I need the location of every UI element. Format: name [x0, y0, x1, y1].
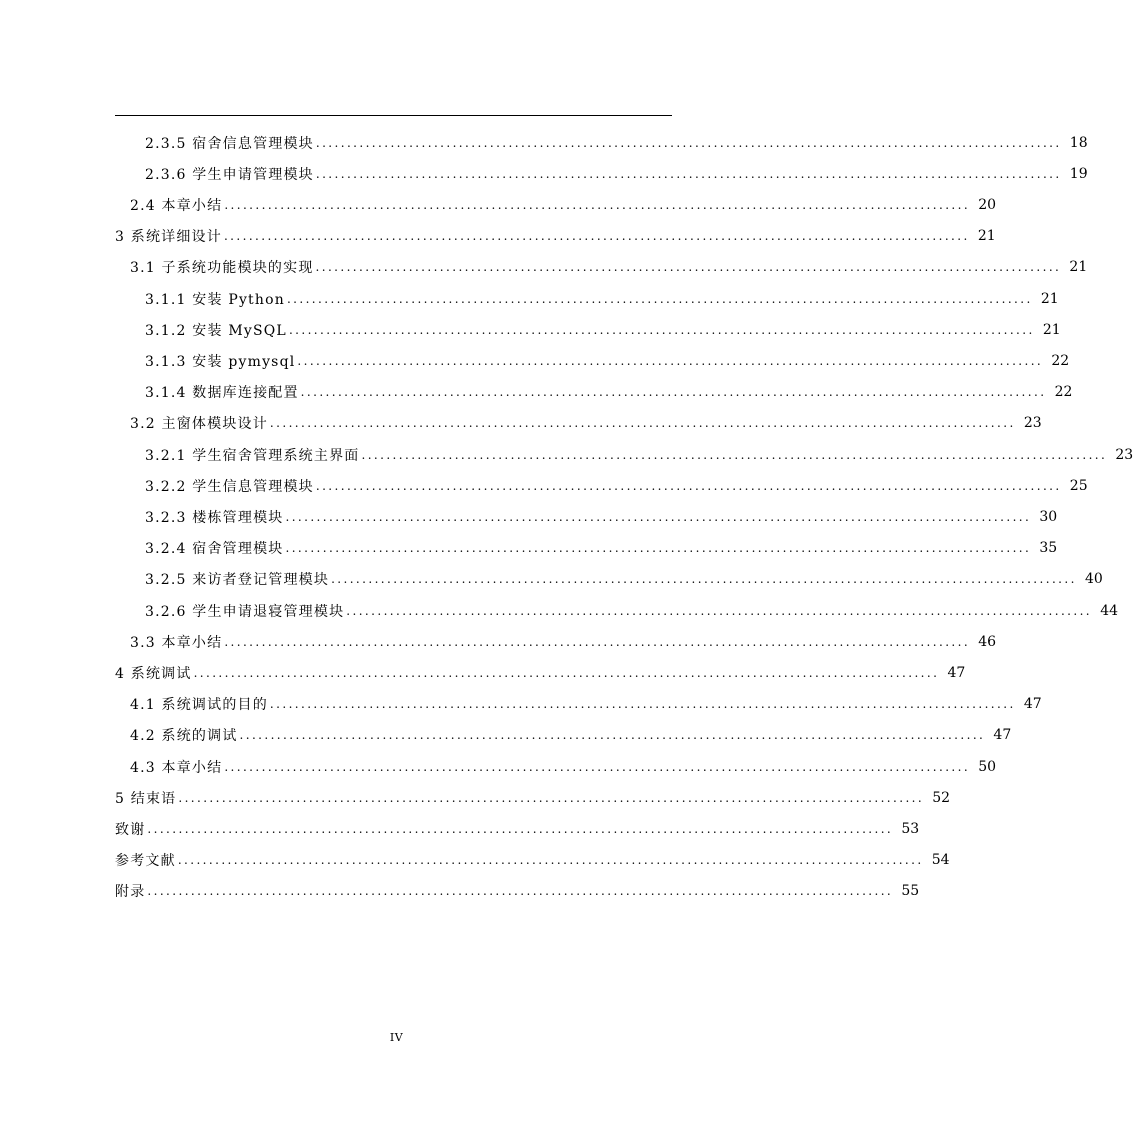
toc-entry-title: 4.2 系统的调试: [130, 728, 238, 745]
toc-dot-leader: ........................................................................................................................: [178, 790, 925, 805]
toc-dot-leader: ........................................................................................................................: [361, 447, 1108, 462]
toc-entry-title: 3.2.5 来访者登记管理模块: [145, 572, 330, 589]
toc-dot-leader: ........................................................................................................................: [315, 260, 1062, 275]
toc-entry-title: 参考文献: [115, 853, 176, 870]
toc-entry-page-number: 18: [1069, 134, 1088, 151]
toc-entry-page-number: 54: [931, 852, 950, 869]
toc-entry[interactable]: [115, 221, 996, 252]
toc-entry-title: 3.2.3 楼栋管理模块: [145, 509, 284, 526]
toc-entry[interactable]: [145, 533, 1058, 564]
toc-entry-title: 3.2.2 学生信息管理模块: [145, 478, 314, 495]
toc-entry-page-number: 25: [1069, 477, 1088, 494]
toc-entry[interactable]: [145, 158, 1088, 189]
toc-dot-leader: ........................................................................................................................: [285, 541, 1032, 556]
toc-dot-leader: ........................................................................................................................: [269, 416, 1016, 431]
toc-entry-page-number: 52: [932, 789, 951, 806]
toc-entry[interactable]: [115, 845, 950, 876]
toc-entry-page-number: 40: [1084, 571, 1103, 588]
toc-entry-title: 3.1.3 安装 pymysql: [145, 353, 296, 370]
toc-entry-page-number: 23: [1023, 415, 1042, 432]
toc-dot-leader: ........................................................................................................................: [239, 728, 986, 743]
toc-entry[interactable]: [130, 751, 997, 782]
toc-dot-leader: ........................................................................................................................: [315, 135, 1062, 150]
toc-entry-page-number: 47: [1023, 696, 1042, 713]
toc-dot-leader: ........................................................................................................................: [285, 509, 1032, 524]
toc-entry-title: 3 系统详细设计: [115, 229, 222, 246]
toc-entry-title: 3.1.4 数据库连接配置: [145, 385, 299, 402]
toc-entry-page-number: 21: [1040, 290, 1059, 307]
toc-entry[interactable]: [115, 876, 920, 907]
toc-entry[interactable]: [130, 252, 1088, 283]
toc-entry-title: 2.3.6 学生申请管理模块: [145, 166, 314, 183]
toc-dot-leader: ........................................................................................................................: [193, 665, 940, 680]
toc-dot-leader: ........................................................................................................................: [297, 353, 1044, 368]
toc-dot-leader: ........................................................................................................................: [147, 821, 894, 836]
toc-entry[interactable]: [145, 127, 1088, 158]
toc-entry-page-number: 19: [1069, 165, 1088, 182]
toc-dot-leader: ........................................................................................................................: [224, 634, 971, 649]
toc-entry-title: 3.1.2 安装 MySQL: [145, 322, 287, 339]
toc-entry[interactable]: [115, 813, 920, 844]
toc-entry[interactable]: [145, 595, 1119, 626]
toc-entry[interactable]: [145, 564, 1103, 595]
toc-entry[interactable]: [130, 189, 997, 220]
toc-entry-page-number: 30: [1039, 508, 1058, 525]
toc-entry-page-number: 22: [1054, 384, 1073, 401]
toc-entry-title: 4.1 系统调试的目的: [130, 697, 268, 714]
toc-entry-title: 5 结束语: [115, 790, 177, 807]
toc-entry-title: 3.2.4 宿舍管理模块: [145, 541, 284, 558]
toc-entry-title: 3.2 主窗体模块设计: [130, 416, 268, 433]
toc-entry-title: 3.2.1 学生宿舍管理系统主界面: [145, 447, 360, 464]
toc-entry-title: 2.4 本章小结: [130, 197, 223, 214]
toc-entry-title: 3.2.6 学生申请退寝管理模块: [145, 603, 345, 620]
toc-entry-page-number: 23: [1115, 446, 1133, 463]
toc-dot-leader: ........................................................................................................................: [315, 166, 1062, 181]
toc-entry-page-number: 46: [978, 633, 997, 650]
toc-entry[interactable]: [130, 689, 1042, 720]
toc-dot-leader: ........................................................................................................................: [331, 572, 1077, 587]
toc-entry-page-number: 35: [1039, 540, 1058, 557]
toc-dot-leader: ........................................................................................................................: [177, 853, 924, 868]
toc-dot-leader: ........................................................................................................................: [269, 697, 1016, 712]
toc-dot-leader: ........................................................................................................................: [147, 884, 894, 899]
toc-entry-title: 附录: [115, 884, 146, 901]
toc-dot-leader: ........................................................................................................................: [288, 322, 1035, 337]
toc-entry-title: 3.1.1 安装 Python: [145, 291, 285, 308]
toc-entry[interactable]: [145, 377, 1073, 408]
toc-entry-page-number: 47: [947, 664, 966, 681]
toc-entry[interactable]: [145, 345, 1070, 376]
page-number: IV: [389, 1031, 404, 1044]
toc-entry[interactable]: [145, 501, 1058, 532]
toc-entry-page-number: 50: [978, 758, 997, 775]
toc-dot-leader: ........................................................................................................................: [300, 385, 1047, 400]
toc-entry-page-number: 22: [1051, 352, 1070, 369]
toc-entry-page-number: 44: [1100, 602, 1119, 619]
toc-entry-page-number: 21: [1069, 259, 1088, 276]
toc-entry[interactable]: [130, 720, 1012, 751]
toc-entry-title: 4 系统调试: [115, 665, 192, 682]
toc-entry[interactable]: [145, 439, 1133, 470]
toc-entry[interactable]: [130, 408, 1042, 439]
toc-dot-leader: ........................................................................................................................: [223, 229, 970, 244]
toc-entry[interactable]: [130, 626, 997, 657]
toc-entry-title: 4.3 本章小结: [130, 759, 223, 776]
toc-entry-page-number: 21: [977, 228, 996, 245]
toc-entry-page-number: 55: [901, 883, 920, 900]
header-rule: [115, 115, 672, 116]
toc-dot-leader: ........................................................................................................................: [286, 291, 1033, 306]
toc-entry-page-number: 20: [978, 196, 997, 213]
toc-dot-leader: ........................................................................................................................: [224, 197, 971, 212]
toc-entry-title: 致谢: [115, 821, 146, 838]
toc-entry-title: 3.3 本章小结: [130, 634, 223, 651]
toc-entry-title: 2.3.5 宿舍信息管理模块: [145, 135, 314, 152]
toc-entry[interactable]: [115, 657, 966, 688]
toc-entry[interactable]: [145, 283, 1059, 314]
toc-entry-page-number: 53: [901, 820, 920, 837]
toc-entry[interactable]: [115, 782, 951, 813]
toc-dot-leader: ........................................................................................................................: [346, 603, 1093, 618]
toc-entry[interactable]: [145, 470, 1088, 501]
toc-entry-page-number: 21: [1042, 321, 1061, 338]
toc-dot-leader: ........................................................................................................................: [315, 478, 1062, 493]
toc-entry[interactable]: [145, 314, 1061, 345]
toc-entry-page-number: 47: [993, 727, 1012, 744]
toc-entry-title: 3.1 子系统功能模块的实现: [130, 260, 314, 277]
toc-dot-leader: ........................................................................................................................: [224, 759, 971, 774]
